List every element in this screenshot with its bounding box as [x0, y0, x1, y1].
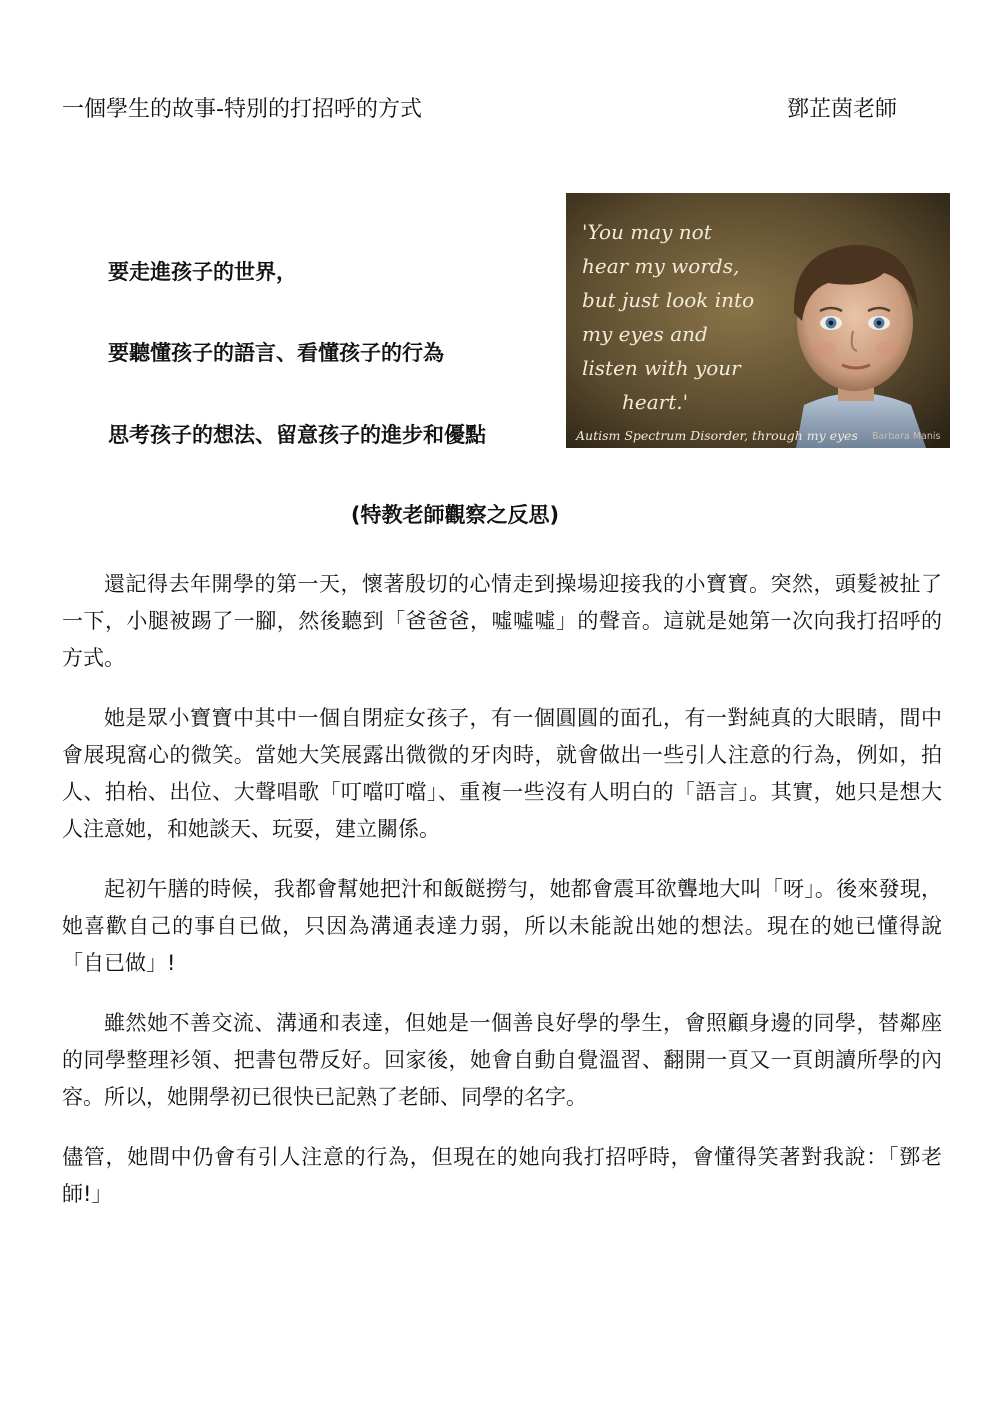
- motto-line-2: 要聽懂孩子的語言、看懂孩子的行為: [108, 341, 444, 365]
- autism-awareness-photo: [566, 193, 950, 448]
- paragraph-2: 她是眾小寶寶中其中一個自閉症女孩子，有一個圓圓的面孔，有一對純真的大眼睛，間中會展現窩心的微笑。當她大笑展露出微微的牙肉時，就會做出一些引人注意的行為，例如，拍人、拍枱、出位、大聲唱歌「叮噹叮噹」、重複一些沒有人明白的「語言」。其實，她只是想大人注意她，和她談天、玩耍，建立關係。: [62, 706, 942, 841]
- motto-line-3: 思考孩子的想法、留意孩子的進步和優點: [108, 423, 486, 447]
- motto-line-1: 要走進孩子的世界，: [108, 260, 297, 284]
- paragraph-3: 起初午膳的時候，我都會幫她把汁和飯餸撈勻，她都會震耳欲聾地大叫「呀」。後來發現，她喜歡自己的事自已做，只因為溝通表達力弱，所以未能說出她的想法。現在的她已懂得說「自已做」!: [62, 877, 942, 975]
- paragraph-5: 儘管，她間中仍會有引人注意的行為，但現在的她向我打招呼時，會懂得笑著對我說：「鄧老師!」: [62, 1145, 942, 1206]
- quote-line-6: heart.': [622, 390, 689, 414]
- photo-caption: Autism Spectrum Disorder, through my eyes: [576, 428, 858, 443]
- quote-line-4: my eyes and: [582, 322, 708, 346]
- author-name: 鄧芷茵老師: [787, 97, 898, 122]
- photo-credit: Barbara Manis: [872, 431, 941, 442]
- document-title: 一個學生的故事-特別的打招呼的方式: [62, 97, 422, 122]
- story-body: [62, 566, 942, 1236]
- reflection-subtitle: (特教老師觀察之反思): [350, 503, 560, 527]
- paragraph-4: 雖然她不善交流、溝通和表達，但她是一個善良好學的學生，會照顧身邊的同學，替鄰座的同學整理衫領、把書包帶反好。回家後，她會自動自覺溫習、翻開一頁又一頁朗讀所學的內容。所以，她開學初已很快已記熟了老師、同學的名字。: [62, 1011, 942, 1109]
- quote-line-5: listen with your: [582, 356, 741, 380]
- paragraph-1: 還記得去年開學的第一天，懷著殷切的心情走到操場迎接我的小寶寶。突然，頭髮被扯了一下，小腿被踢了一腳，然後聽到「爸爸爸，噓噓噓」的聲音。這就是她第一次向我打招呼的方式。: [62, 572, 942, 670]
- quote-line-1: 'You may not: [582, 220, 712, 244]
- quote-line-2: hear my words,: [582, 254, 740, 278]
- quote-line-3: but just look into: [582, 288, 755, 312]
